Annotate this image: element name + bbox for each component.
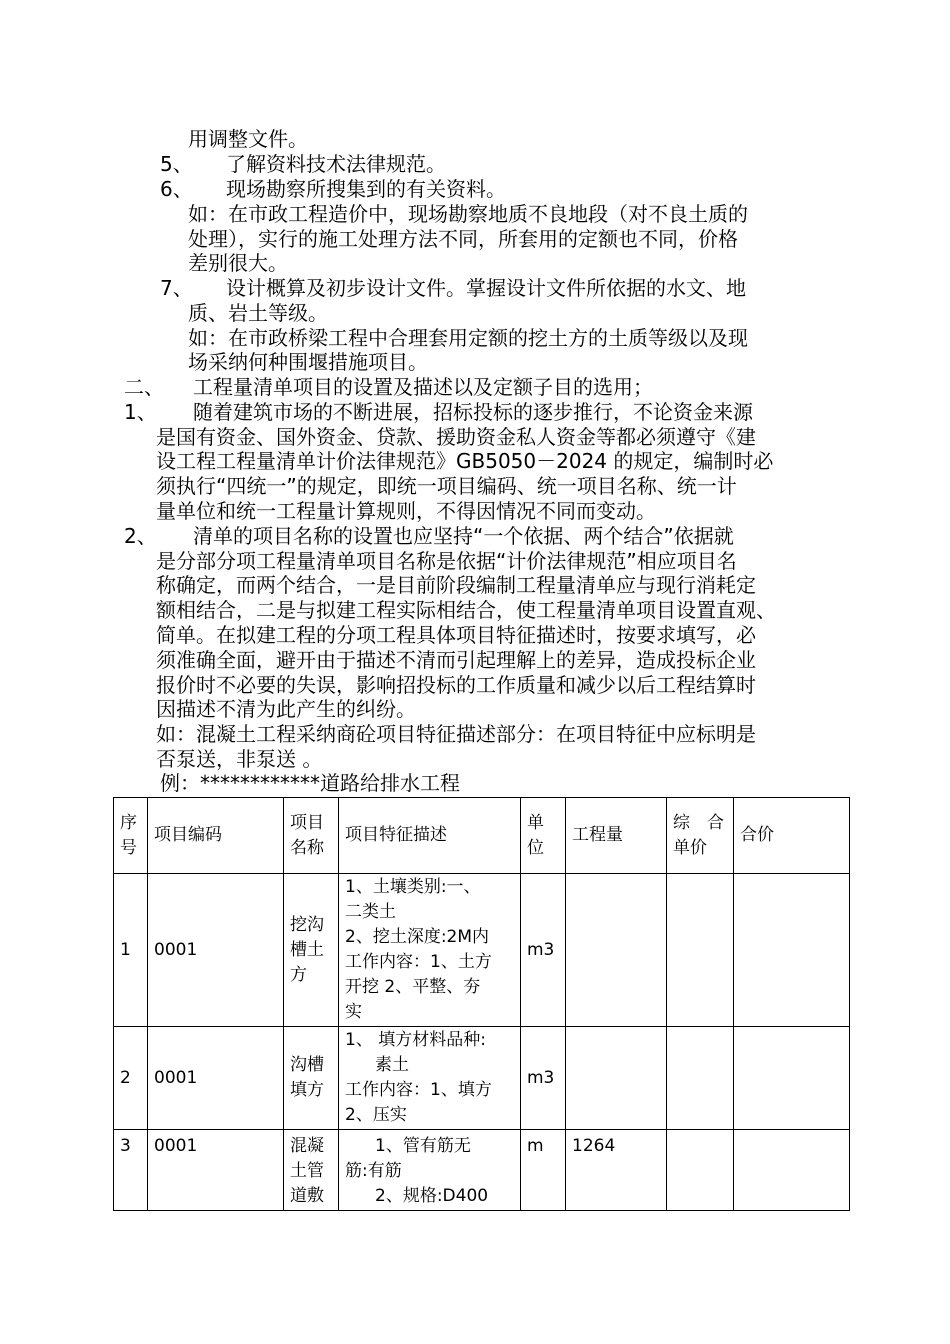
list-number: 5、	[160, 152, 193, 176]
header-qty: 工程量	[566, 798, 667, 874]
list-number: 7、	[160, 276, 193, 300]
section-heading: 工程量清单项目的设置及描述以及定额子目的选用；	[193, 375, 653, 399]
cell-desc: 1、管有筋无 筋:有筋 2、规格:D400	[339, 1130, 521, 1211]
list-number: 1、	[124, 400, 157, 424]
text-line: 如：在市政工程造价中，现场勘察地质不良地段（对不良土质的	[188, 202, 748, 226]
text-line: 额相结合，二是与拟建工程实际相结合，使工程量清单项目设置直观、	[156, 598, 776, 622]
text-line: 现场勘察所搜集到的有关资料。	[226, 177, 506, 201]
text-line: 了解资料技术法律规范。	[226, 152, 446, 176]
cell-code: 0001	[148, 1027, 284, 1130]
text-line: 因描述不清为此产生的纠纷。	[156, 697, 416, 721]
text-line: 简单。在拟建工程的分项工程具体项目特征描述时，按要求填写，必	[156, 623, 756, 647]
cell-unit-price	[667, 874, 734, 1027]
cell-desc: 1、 填方材料品种: 素土 工作内容：1、填方 2、压实	[339, 1027, 521, 1130]
cell-unit: m3	[521, 874, 566, 1027]
header-unit: 单 位	[521, 798, 566, 874]
text-line: 须执行“四统一”的规定，即统一项目编码、统一项目名称、统一计	[156, 474, 737, 498]
cell-seq: 3	[114, 1130, 148, 1211]
cell-code: 0001	[148, 874, 284, 1027]
cell-qty	[566, 874, 667, 1027]
header-code: 项目编码	[148, 798, 284, 874]
cell-total	[734, 1130, 850, 1211]
text-line: 处理），实行的施工处理方法不同，所套用的定额也不同，价格	[188, 227, 738, 251]
section-number: 二、	[124, 375, 164, 399]
text-line: 是国有资金、国外资金、贷款、援助资金私人资金等都必须遵守《建	[156, 425, 756, 449]
table-caption: 例：************道路给排水工程	[160, 771, 460, 795]
bill-of-quantities-table	[113, 797, 850, 1211]
header-unit-price: 综 合 单价	[667, 798, 734, 874]
text-line: 用调整文件。	[188, 127, 308, 151]
list-number: 2、	[124, 524, 157, 548]
text-line: 设工程工程量清单计价法律规范》GB5050－2024 的规定，编制时必	[156, 449, 774, 473]
cell-unit: m	[521, 1130, 566, 1211]
text-line: 清单的项目名称的设置也应坚持“一个依据、两个结合”依据就	[193, 524, 734, 548]
text-line: 是分部分项工程量清单项目名称是依据“计价法律规范”相应项目名	[156, 549, 737, 573]
cell-seq: 2	[114, 1027, 148, 1130]
cell-total	[734, 874, 850, 1027]
cell-qty	[566, 1027, 667, 1130]
cell-unit-price	[667, 1130, 734, 1211]
cell-desc: 1、土壤类别:一、 二类土 2、挖土深度:2M内 工作内容：1、土方 开挖 2、平整、夯 实	[339, 874, 521, 1027]
cell-seq: 1	[114, 874, 148, 1027]
cell-unit: m3	[521, 1027, 566, 1130]
cell-qty: 1264	[566, 1130, 667, 1211]
text-line: 称确定，而两个结合，一是目前阶段编制工程量清单应与现行消耗定	[156, 573, 756, 597]
cell-name: 沟槽 填方	[284, 1027, 339, 1130]
text-line: 差别很大。	[188, 251, 288, 275]
text-line: 设计概算及初步设计文件。掌握设计文件所依据的水文、地	[226, 276, 746, 300]
table-header-row	[114, 798, 850, 874]
table-row	[114, 1130, 850, 1211]
text-line: 否泵送，非泵送 。	[156, 747, 323, 771]
text-line: 质、岩土等级。	[188, 301, 328, 325]
cell-unit-price	[667, 1027, 734, 1130]
cell-name: 混凝 土管 道敷	[284, 1130, 339, 1211]
text-line: 量单位和统一工程量计算规则，不得因情况不同而变动。	[156, 499, 656, 523]
header-name: 项目 名称	[284, 798, 339, 874]
header-desc: 项目特征描述	[339, 798, 521, 874]
header-seq: 序 号	[114, 798, 148, 874]
cell-code: 0001	[148, 1130, 284, 1211]
text-line: 报价时不必要的失误，影响招投标的工作质量和减少以后工程结算时	[156, 673, 756, 697]
table-row	[114, 1027, 850, 1130]
header-total: 合价	[734, 798, 850, 874]
cell-name: 挖沟 槽土 方	[284, 874, 339, 1027]
cell-total	[734, 1027, 850, 1130]
table-row	[114, 874, 850, 1027]
list-number: 6、	[160, 177, 193, 201]
text-line: 场采纳何种围堰措施项目。	[188, 350, 428, 374]
text-line: 随着建筑市场的不断进展，招标投标的逐步推行，不论资金来源	[193, 400, 753, 424]
text-line: 须准确全面，避开由于描述不清而引起理解上的差异，造成投标企业	[156, 648, 756, 672]
text-line: 如：在市政桥梁工程中合理套用定额的挖土方的土质等级以及现	[188, 326, 748, 350]
text-line: 如：混凝土工程采纳商砼项目特征描述部分：在项目特征中应标明是	[156, 722, 756, 746]
